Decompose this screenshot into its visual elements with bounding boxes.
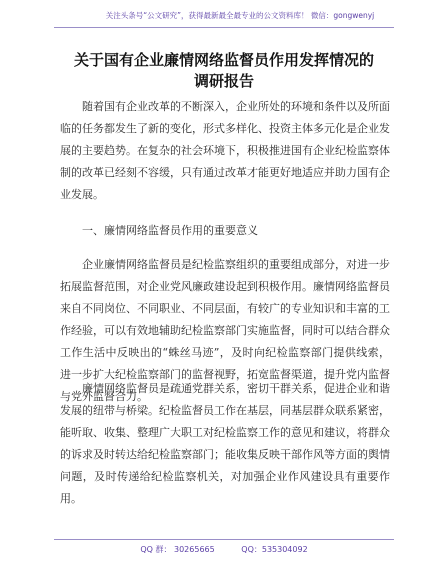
- section-heading-1: 一、廉情网络监督员作用的重要意义: [82, 224, 258, 237]
- header-note: 关注头条号“公文研究”，获得最新最全最专业的公文资料库！ 微信：gongwenyj: [105, 11, 375, 20]
- title-line-2: 调研报告: [193, 72, 254, 90]
- footer-qq-group: QQ 群： 30265665: [140, 545, 215, 554]
- title-line-1: 关于国有企业廉情网络监督员作用发挥情况的: [73, 51, 374, 69]
- footer-divider: [54, 539, 394, 540]
- paragraph-intro: 随着国有企业改革的不断深入，企业所处的环境和条件以及所面临的任务都发生了新的变化，形式多样化、投资主体多元化是企业发展的主要趋势。在复杂的社会环境下，积极推进国有企业纪检监察体制的改革已经刻不容缓，只有通过改革才能更好地适应并助力国有企业发展。: [60, 100, 390, 201]
- paragraph-significance-2: 廉情网络监督员是疏通党群关系，密切干群关系，促进企业和谐发展的纽带与桥梁。纪检监督员工作在基层，同基层群众联系紧密，能听取、收集、整理广大职工对纪检监察工作的意见和建议，将群众的诉求及时转达给纪检监察部门；能收集反映干部作风等方面的舆情问题，及时传递给纪检监察机关，对加强企业作风建设具有重要作用。: [60, 382, 390, 505]
- header-divider: [54, 27, 394, 28]
- footer-qq: QQ：535304092: [241, 545, 308, 554]
- paragraph-significance-1: 企业廉情网络监督员是纪检监察组织的重要组成部分，对进一步拓展监督范围，对企业党风廉政建设起到积极作用。廉情网络监督员来自不同岗位、不同职业、不同层面，有较广的专业知识和丰富的工作经验，可以有效地辅助纪检监察部门实施监督，同时可以结合群众工作生活中反映出的“蛛丝马迹”，及时向纪检监察部门提供线索，进一步扩大纪检监察部门的监督视野，拓宽监督渠道，提升党内监督与党外监督合力。: [60, 258, 390, 403]
- document-title: [52, 50, 396, 92]
- footer-contacts: [54, 544, 394, 555]
